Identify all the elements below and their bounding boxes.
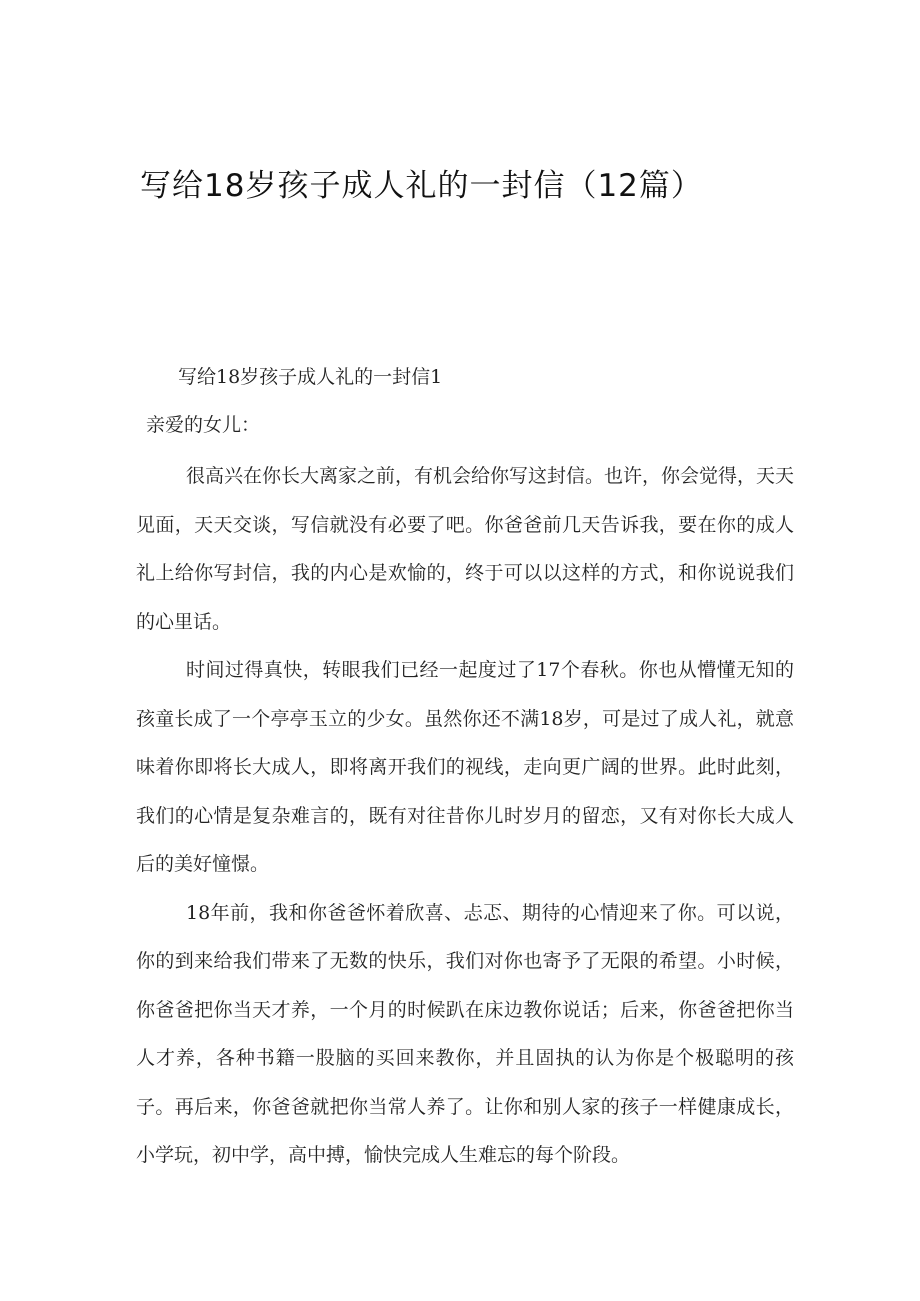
letter-salutation: 亲爱的女儿： xyxy=(146,414,261,436)
document-title: 写给18岁孩子成人礼的一封信（12篇） xyxy=(140,168,703,204)
paragraph-3: 18年前，我和你爸爸怀着欣喜、忐忑、期待的心情迎来了你。可以说，你的到来给我们带来了无数的快乐，我们对你也寄予了无限的希望。小时候，你爸爸把你当天才养，一个月的时候趴在床边教你说话；后来，你爸爸把你当人才养，各种书籍一股脑的买回来教你，并且固执的认为你是个极聪明的孩子。再后来，你爸爸就把你当常人养了。让你和别人家的孩子一样健康成长，小学玩，初中学，高中搏，愉快完成人生难忘的每个阶段。 xyxy=(136,901,794,1166)
letter-body xyxy=(136,452,794,1180)
section-heading: 写给18岁孩子成人礼的一封信1 xyxy=(178,366,443,388)
paragraph-1: 很高兴在你长大离家之前，有机会给你写这封信。也许，你会觉得，天天见面，天天交谈，写信就没有必要了吧。你爸爸前几天告诉我，要在你的成人礼上给你写封信，我的内心是欢愉的，终于可以以这样的方式，和你说说我们的心里话。 xyxy=(136,465,795,633)
paragraph-2: 时间过得真快，转眼我们已经一起度过了17个春秋。你也从懵懂无知的孩童长成了一个亭亭玉立的少女。虽然你还不满18岁，可是过了成人礼，就意味着你即将长大成人，即将离开我们的视线，走向更广阔的世界。此时此刻，我们的心情是复杂难言的，既有对往昔你儿时岁月的留恋，又有对你长大成人后的美好憧憬。 xyxy=(136,659,794,875)
